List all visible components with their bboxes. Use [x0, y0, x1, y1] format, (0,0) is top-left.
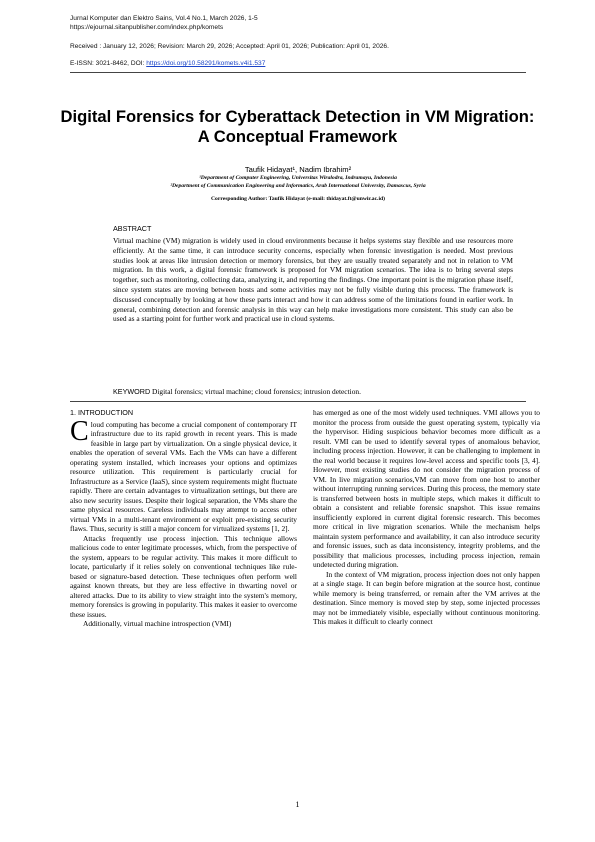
- paper-title: Digital Forensics for Cyberattack Detection in VM Migration: A Conceptual Framework: [60, 107, 535, 146]
- keywords-label: KEYWORD: [113, 387, 151, 396]
- section-heading-introduction: 1. INTRODUCTION: [70, 408, 134, 417]
- publication-dates: Received : January 12, 2026; Revision: March 29, 2026; Accepted: April 01, 2026; Publication: April 01, 2026.: [70, 43, 389, 50]
- keywords-rule: [70, 401, 526, 402]
- issn-label: E-ISSN: 3021-8462, DOI:: [70, 60, 147, 67]
- affiliation-1: ¹Department of Computer Engineering, Universitas Wiralodra, Indramayu, Indonesia: [199, 175, 397, 181]
- intro-paragraph-1: [70, 415, 297, 534]
- journal-line: Jurnal Komputer dan Elektro Sains, Vol.4 No.1, March 2026, 1-5: [70, 15, 258, 22]
- abstract-heading: ABSTRACT: [113, 224, 152, 233]
- doi-link[interactable]: https://doi.org/10.58291/komets.v4i1.537: [146, 60, 266, 67]
- drop-cap: C: [70, 415, 89, 447]
- keywords: [113, 387, 513, 396]
- header-rule: [70, 72, 526, 73]
- intro-paragraph-2: Attacks frequently use process injection. This technique allows malicious code to enter legitimate processes, which, from the perspective of the system, appears to be regular activity. This makes it more difficult to locate, particularly if it relies solely on conventional techniques like rule-based or signature-based detection. These techniques often perform well against known threats, but they are less effective in thwarting novel or altered attacks. Due to its ability to view straight into the system's memory, memory forensics is growing in popularity. This makes it easier to overcome these issues.: [70, 533, 297, 619]
- keywords-text: Digital forensics; virtual machine; cloud forensics; intrusion detection.: [152, 387, 361, 396]
- journal-url-link[interactable]: https://ejournal.sitanpublisher.com/index.php/komets: [70, 24, 224, 31]
- author-list: Taufik Hidayat¹, Nadim Ibrahim²: [244, 165, 352, 174]
- corresponding-author: Corresponding Author: Taufik Hidayat (e-mail: thidayat.ft@unwir.ac.id): [211, 196, 385, 202]
- intro-paragraph-1-text: loud computing has become a crucial component of contemporary IT infrastructure due to its rapid growth in recent years. This is made feasible in large part by virtualization. On a single physical device, it enables the operation of several VMs. Each the VMs can have a different operating system installed, which increases your options and optimizes resource utilization. This requirement is particularly crucial for Infrastructure as a Service (IaaS), since system requirements might fluctuate rapidly. There are certain advantages to virtualization settings, but there are also new security issues. Despite their logical separation, the VMs share the same physical resources. Careless individuals may attempt to access other virtual VMs in a multi-tenant environment or exploit pre-existing security flaws. Thus, security is still a major concern for virtualized systems [1, 2].: [70, 419, 297, 533]
- intro-paragraph-4: has emerged as one of the most widely used techniques. VMI allows you to monitor the process from outside the guest operating system, typically via the hypervisor. Hiding suspicious behavior becomes more difficult as a result. VMI can be used to identify several types of anomalous behavior, including process injection. However, it can be challenging to implement in the real world because it requires low-level access and specific tools [3, 4]. However, most existing studies do not consider the migration process of VM. In live migration scenarios,VM can move from one host to another without interrupting running services. During this process, the memory state is transferred between hosts in multiple steps, which makes it difficult to obtain a consistent and reliable forensic snapshot. This issue remains insufficiently explored in current digital forensic research. This becomes more critical in live migration scenarios. While the mechanism helps maintain system performance and availability, it can also introduce security and forensic issues, such as data inconsistency, integrity problems, and the possibility that malicious processes, including process injection, remain undetected during migration.: [313, 408, 540, 569]
- left-column: [70, 408, 297, 629]
- page-number: 1: [295, 800, 300, 809]
- intro-paragraph-3: Additionally, virtual machine introspection (VMI): [83, 619, 232, 628]
- intro-paragraph-5: In the context of VM migration, process injection does not only happen at a single stage. It can begin before migration at the source host, continue while memory is being transferred, or remain after the VM arrives at the destination. Since memory is moved step by step, some injected processes may not be immediately visible, especially without continuous monitoring. This makes it difficult to clearly connect: [313, 569, 540, 626]
- issn-doi-line: [70, 60, 265, 69]
- right-column: [313, 408, 540, 627]
- abstract-text: Virtual machine (VM) migration is widely used in cloud environments because it helps systems stay flexible and use resources more efficiently. At the same time, it can introduce security concerns, especially when forensic investigation is needed. Most previous studies look at areas like intrusion detection or memory forensics, but they are usually treated separately and not in relation to VM migration. In this work, a digital forensic framework is proposed for VM migration scenarios. The idea is to bring several steps together, such as monitoring, collecting data, analyzing it, and reporting the findings. One important point is the migration phase itself, since system states are moving between hosts and some activities may not be fully visible during this process. The framework is discussed conceptually by looking at how these parts interact and how it can address some of the limitations found in earlier work. In general, combining detection and forensic analysis in this way can help make investigations more consistent. This study can also be used as a starting point for further work and practical use in cloud systems.: [113, 236, 513, 324]
- affiliation-2: ²Department of Communication Engineering and Informatics, Arab International University, Damascus, Syria: [170, 183, 426, 189]
